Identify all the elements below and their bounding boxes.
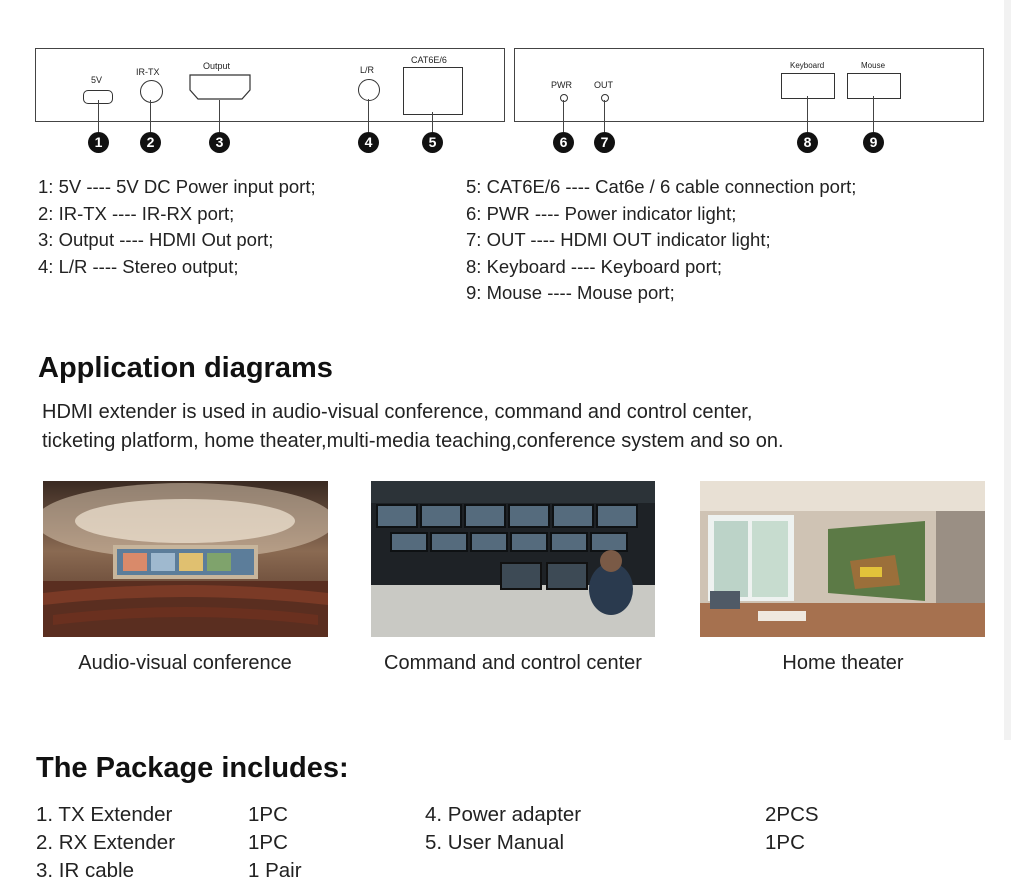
port-number-7: 7	[594, 132, 615, 153]
package-item-name: 1. TX Extender	[36, 803, 173, 826]
control-center-photo	[371, 481, 655, 637]
port-number-3: 3	[209, 132, 230, 153]
port-number-2: 2	[140, 132, 161, 153]
caption-home-theater: Home theater	[782, 652, 904, 674]
package-item-qty: 1PC	[248, 803, 288, 826]
rx-panel-diagram	[514, 48, 984, 122]
port-label-cat: CAT6E/6	[411, 55, 447, 65]
legend-item: 6: PWR ---- Power indicator light;	[466, 202, 737, 224]
legend-item: 4: L/R ---- Stereo output;	[38, 255, 239, 277]
port-number-1: 1	[88, 132, 109, 153]
hdmi-port	[189, 74, 251, 100]
out-led	[601, 94, 609, 102]
legend-item: 5: CAT6E/6 ---- Cat6e / 6 cable connection port;	[466, 176, 857, 197]
package-item-name: 2. RX Extender	[36, 831, 176, 854]
port-number-4: 4	[358, 132, 379, 153]
leader-line-3	[219, 100, 220, 132]
leader-line-9	[873, 96, 874, 132]
leader-line-5	[432, 112, 433, 132]
package-item-name: 3. IR cable	[36, 859, 134, 882]
legend-item: 2: IR-TX ---- IR-RX port;	[38, 202, 235, 224]
package-item-qty: 1 Pair	[248, 859, 302, 882]
port-number-6: 6	[553, 132, 574, 153]
rj45-port	[403, 67, 463, 115]
port-number-5: 5	[422, 132, 443, 153]
legend-item: 1: 5V ---- 5V DC Power input port;	[38, 176, 316, 197]
leader-line-7	[604, 100, 605, 132]
keyboard-port	[781, 73, 835, 99]
port-number-8: 8	[797, 132, 818, 153]
mouse-port	[847, 73, 901, 99]
port-label-irtx: IR-TX	[136, 67, 160, 77]
leader-line-8	[807, 96, 808, 132]
leader-line-6	[563, 100, 564, 132]
legend-item: 7: OUT ---- HDMI OUT indicator light;	[466, 229, 771, 250]
port-label-out: OUT	[594, 80, 613, 90]
port-legend-right	[466, 174, 856, 307]
package-item-qty: 1PC	[248, 831, 288, 854]
description-line: HDMI extender is used in audio-visual conference, command and control center,	[42, 401, 753, 423]
caption-control-center: Command and control center	[384, 652, 642, 674]
package-item-qty: 2PCS	[765, 803, 819, 826]
leader-line-1	[98, 100, 99, 132]
port-label-5v: 5V	[91, 75, 103, 85]
lr-audio-jack	[358, 79, 380, 101]
port-label-mouse: Mouse	[861, 61, 886, 70]
port-legend-left	[38, 174, 316, 280]
port-label-pwr: PWR	[551, 80, 572, 90]
page-edge-strip	[1004, 0, 1011, 740]
leader-line-2	[150, 100, 151, 132]
application-diagrams-heading: Application diagrams	[38, 352, 333, 384]
port-number-9: 9	[863, 132, 884, 153]
conference-room-photo	[43, 481, 328, 637]
pwr-led	[560, 94, 568, 102]
home-theater-photo	[700, 481, 985, 637]
application-description	[42, 398, 962, 456]
description-line: ticketing platform, home theater,multi-media teaching,conference system and so on.	[42, 430, 784, 452]
legend-item: 3: Output ---- HDMI Out port;	[38, 229, 274, 250]
package-item-name: 4. Power adapter	[425, 803, 582, 826]
port-label-output: Output	[203, 61, 231, 71]
legend-item: 9: Mouse ---- Mouse port;	[466, 282, 675, 303]
package-heading: The Package includes:	[36, 752, 349, 784]
ir-tx-jack	[140, 80, 163, 103]
leader-line-4	[368, 99, 369, 132]
package-item-name: 5. User Manual	[425, 831, 565, 854]
legend-item: 8: Keyboard ---- Keyboard port;	[466, 255, 723, 277]
port-label-lr: L/R	[360, 65, 375, 75]
caption-conference: Audio-visual conference	[78, 652, 292, 674]
tx-panel-diagram	[35, 48, 505, 122]
package-item-qty: 1PC	[765, 831, 805, 854]
port-label-keyboard: Keyboard	[790, 61, 825, 70]
